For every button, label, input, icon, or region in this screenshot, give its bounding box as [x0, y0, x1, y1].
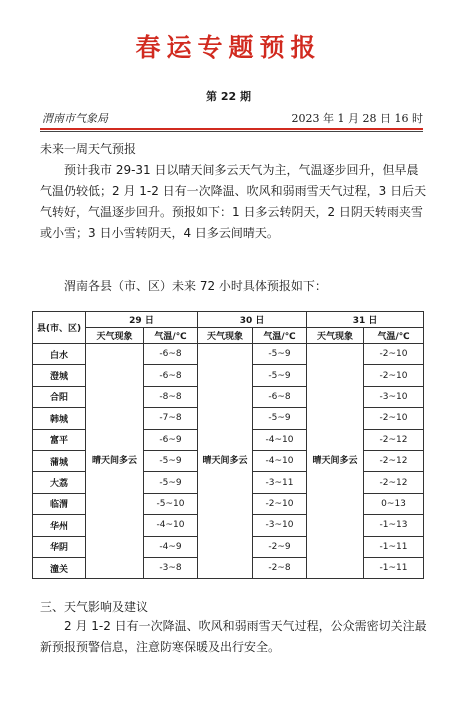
- header-rule-red: [40, 128, 423, 130]
- meta-row: [40, 110, 423, 128]
- table-subheader-row: [33, 328, 424, 344]
- temp-cell: -2~8: [253, 557, 307, 578]
- county-cell: 澄城: [33, 365, 86, 386]
- temp-cell: -5~9: [253, 408, 307, 429]
- temp-cell: -3~11: [253, 472, 307, 493]
- temp-cell: -1~13: [364, 515, 424, 536]
- advice-heading: 三、天气影响及建议: [40, 600, 149, 614]
- day-header-30: 30 日: [198, 312, 307, 328]
- county-cell: 韩城: [33, 408, 86, 429]
- temp-cell: -2~9: [253, 536, 307, 557]
- county-cell: 白水: [33, 344, 86, 365]
- temp-cell: -2~12: [364, 472, 424, 493]
- phenomenon-cell-31: 晴天间多云: [307, 344, 364, 579]
- temp-cell: -2~10: [364, 365, 424, 386]
- temp-cell: -4~9: [144, 536, 198, 557]
- temp-cell: -3~10: [253, 515, 307, 536]
- advice-paragraph: 2 月 1-2 日有一次降温、吹风和弱雨雪天气过程，公众需密切关注最新预报预警信息，注意防寒保暖及出行安全。: [40, 619, 427, 654]
- county-cell: 华阴: [33, 536, 86, 557]
- temp-cell: -3~8: [144, 557, 198, 578]
- temp-header-30: 气温/℃: [253, 328, 307, 344]
- issue-number: 第 22 期: [206, 90, 251, 103]
- temp-cell: -4~10: [144, 515, 198, 536]
- temp-header-31: 气温/℃: [364, 328, 424, 344]
- day-header-29: 29 日: [86, 312, 198, 328]
- agency-name: 渭南市气象局: [42, 112, 108, 125]
- temp-cell: -4~10: [253, 450, 307, 471]
- temp-cell: -5~9: [253, 365, 307, 386]
- county-cell: 潼关: [33, 557, 86, 578]
- temp-cell: -4~10: [253, 429, 307, 450]
- temp-cell: -2~10: [364, 344, 424, 365]
- county-cell: 合阳: [33, 386, 86, 407]
- temp-cell: -1~11: [364, 557, 424, 578]
- county-cell: 蒲城: [33, 450, 86, 471]
- temp-cell: -2~10: [364, 408, 424, 429]
- county-cell: 华州: [33, 515, 86, 536]
- table-day-header-row: [33, 312, 424, 328]
- phenomenon-cell-29: 晴天间多云: [86, 344, 144, 579]
- temp-cell: -5~9: [144, 450, 198, 471]
- county-column-header: 县(市、区): [33, 312, 86, 344]
- temp-cell: -1~11: [364, 536, 424, 557]
- phenomenon-cell-30: 晴天间多云: [198, 344, 253, 579]
- phenomenon-header-29: 天气现象: [86, 328, 144, 344]
- county-forecast-table: [32, 311, 424, 579]
- temp-cell: 0~13: [364, 493, 424, 514]
- temp-cell: -8~8: [144, 386, 198, 407]
- phenomenon-header-31: 天气现象: [307, 328, 364, 344]
- county-cell: 临渭: [33, 493, 86, 514]
- week-forecast-paragraph: 预计我市 29-31 日以晴天间多云天气为主，气温逐步回升，但早晨气温仍较低；2 月 1-2 日有一次降温、吹风和弱雨雪天气过程，3 日后天气转好，气温逐步回升。预报如下：1 日多云转阴天，2 日阴天转雨夹雪或小雪；3 日小雪转阴天，4 日多云间晴天。: [40, 163, 427, 240]
- county-cell: 大荔: [33, 472, 86, 493]
- county-cell: 富平: [33, 429, 86, 450]
- temp-cell: -6~8: [144, 365, 198, 386]
- table-row: [33, 344, 424, 365]
- temp-cell: -6~9: [144, 429, 198, 450]
- temp-cell: -7~8: [144, 408, 198, 429]
- temp-header-29: 气温/℃: [144, 328, 198, 344]
- temp-cell: -6~8: [253, 386, 307, 407]
- bulletin-title: 春运专题预报: [135, 33, 322, 62]
- temp-cell: -2~12: [364, 429, 424, 450]
- temp-cell: -2~12: [364, 450, 424, 471]
- temp-cell: -2~10: [253, 493, 307, 514]
- week-forecast-heading: 未来一周天气预报: [40, 142, 137, 156]
- day-header-31: 31 日: [307, 312, 424, 328]
- issue-datetime: 2023 年 1 月 28 日 16 时: [291, 112, 423, 125]
- phenomenon-header-30: 天气现象: [198, 328, 253, 344]
- temp-cell: -5~9: [144, 472, 198, 493]
- table-intro: 渭南各县（市、区）未来 72 小时具体预报如下：: [64, 279, 327, 293]
- temp-cell: -6~8: [144, 344, 198, 365]
- temp-cell: -5~9: [253, 344, 307, 365]
- header-rule-black: [40, 131, 423, 132]
- temp-cell: -3~10: [364, 386, 424, 407]
- temp-cell: -5~10: [144, 493, 198, 514]
